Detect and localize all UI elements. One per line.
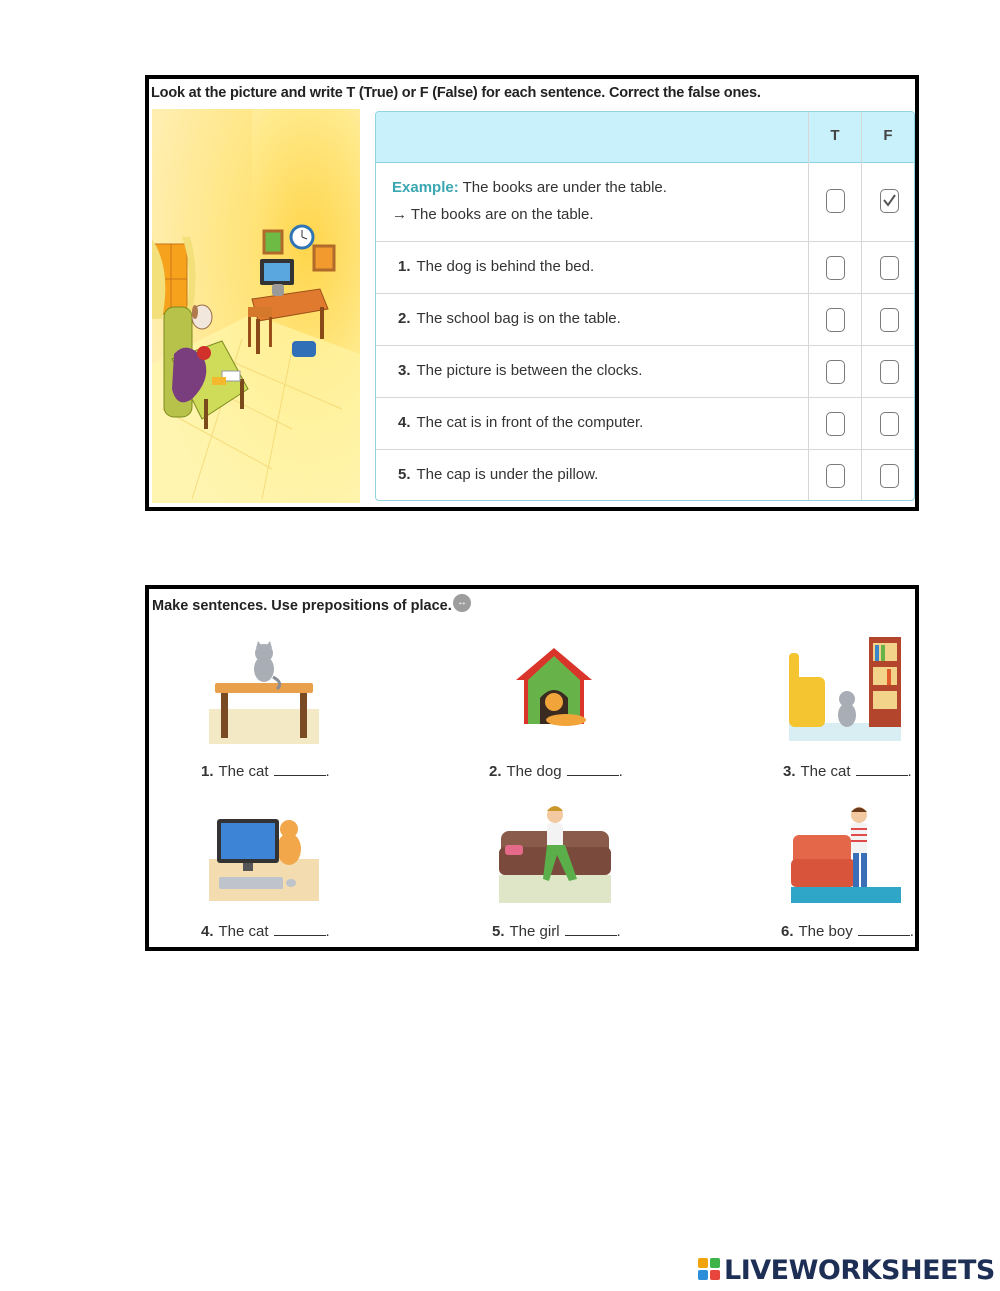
checkmark-icon <box>881 192 898 209</box>
resize-icon[interactable]: ↔ <box>453 594 471 612</box>
example-correction: → The books are on the table. <box>392 206 594 223</box>
example-sentence: The books are under the table. <box>462 179 667 196</box>
sentence-4: 4. The cat . <box>201 923 330 940</box>
answer-blank-1[interactable] <box>274 761 326 776</box>
item-5-false-checkbox[interactable] <box>880 464 899 488</box>
example-row <box>376 163 914 241</box>
item-1-false-checkbox[interactable] <box>880 256 899 280</box>
header-false: F <box>883 127 893 144</box>
true-false-table <box>375 111 915 501</box>
cat-on-table-image <box>209 639 319 744</box>
sentence-2: 2. The dog . <box>489 763 623 780</box>
table-row: 2. The school bag is on the table. <box>376 293 914 346</box>
answer-blank-6[interactable] <box>858 921 910 936</box>
item-3-true-checkbox[interactable] <box>826 360 845 384</box>
item-sentence: The cap is under the pillow. <box>416 466 599 483</box>
item-5-true-checkbox[interactable] <box>826 464 845 488</box>
item-sentence: The dog is behind the bed. <box>416 258 595 275</box>
boy-next-to-sofa-image <box>791 803 901 903</box>
table-row: 1. The dog is behind the bed. <box>376 241 914 294</box>
logo-tiles-icon <box>698 1258 720 1282</box>
answer-blank-4[interactable] <box>274 921 326 936</box>
sentence-1: 1. The cat . <box>201 763 330 780</box>
dog-in-kennel-image <box>514 644 594 729</box>
item-4-true-checkbox[interactable] <box>826 412 845 436</box>
answer-blank-2[interactable] <box>567 761 619 776</box>
exercise-1-box <box>145 75 919 511</box>
item-2-false-checkbox[interactable] <box>880 308 899 332</box>
girl-on-sofa-image <box>499 801 611 903</box>
header-true: T <box>830 127 840 144</box>
item-3-false-checkbox[interactable] <box>880 360 899 384</box>
table-header <box>376 112 914 163</box>
example-true-checkbox[interactable] <box>826 189 845 213</box>
exercise-1-title: Look at the picture and write T (True) or F (False) for each sentence. Correct the false ones. <box>151 85 761 101</box>
table-row: 4. The cat is in front of the computer. <box>376 397 914 450</box>
sentence-6: 6. The boy . <box>781 923 914 940</box>
logo-text: LIVEWORKSHEETS <box>724 1255 995 1286</box>
item-1-true-checkbox[interactable] <box>826 256 845 280</box>
table-row: 3. The picture is between the clocks. <box>376 345 914 398</box>
sentence-5: 5. The girl . <box>492 923 621 940</box>
item-sentence: The cat is in front of the computer. <box>416 414 644 431</box>
item-sentence: The school bag is on the table. <box>416 310 621 327</box>
cat-behind-computer-image <box>209 809 319 901</box>
answer-blank-5[interactable] <box>565 921 617 936</box>
table-row: 5. The cap is under the pillow. <box>376 449 914 501</box>
item-2-true-checkbox[interactable] <box>826 308 845 332</box>
bedroom-illustration <box>152 109 360 503</box>
exercise-2-box <box>145 585 919 951</box>
exercise-2-title: Make sentences. Use prepositions of place. <box>152 598 452 614</box>
item-4-false-checkbox[interactable] <box>880 412 899 436</box>
answer-blank-3[interactable] <box>856 761 908 776</box>
example-false-checkbox[interactable] <box>880 189 899 213</box>
cat-between-chair-and-bookshelf-image <box>789 637 901 741</box>
item-sentence: The picture is between the clocks. <box>416 362 643 379</box>
example-label: Example: <box>392 179 459 196</box>
sentence-3: 3. The cat . <box>783 763 912 780</box>
